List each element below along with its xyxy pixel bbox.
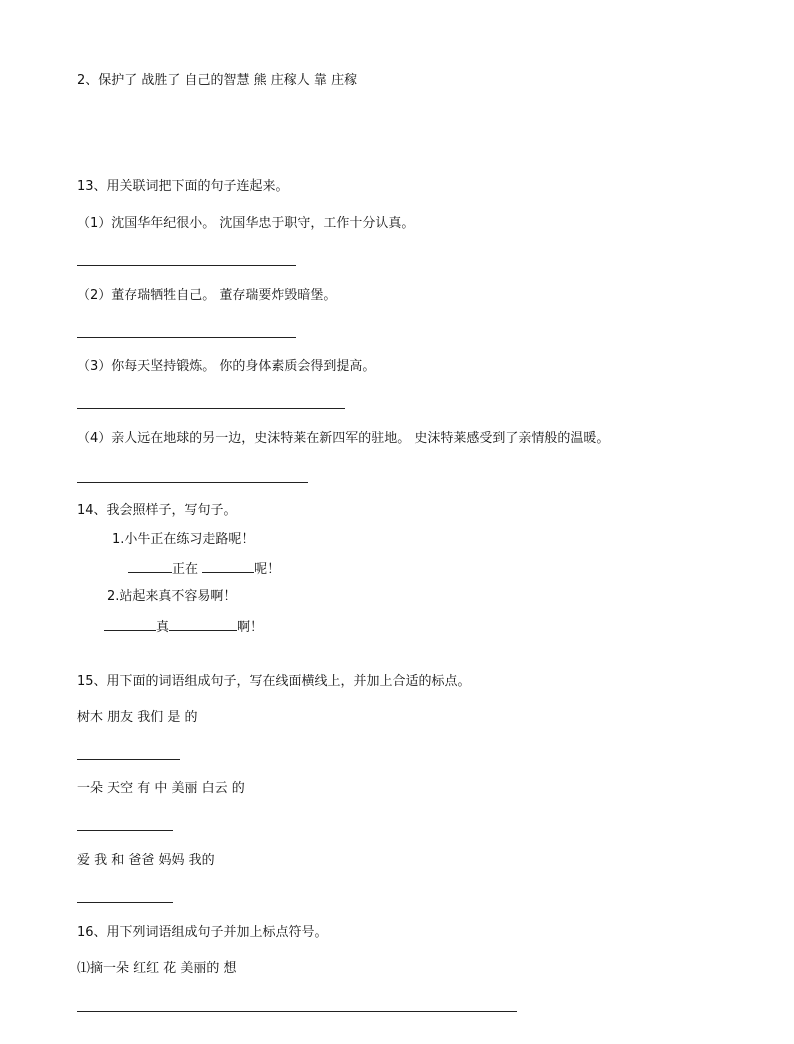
q14-pattern-2-word-1: 真 — [156, 620, 170, 635]
q15-title: 15、用下面的词语组成句子，写在线面横线上，并加上合适的标点。 — [77, 674, 471, 689]
q13-answer-line-2[interactable] — [77, 337, 296, 338]
q13-item-4: （4）亲人远在地球的另一边，史沫特莱在新四军的驻地。 史沫特莱感受到了亲情般的温暖。 — [77, 431, 610, 446]
q14-blank-1a[interactable] — [128, 559, 172, 573]
q14-pattern-1 — [128, 559, 280, 579]
q13-title: 13、用关联词把下面的句子连起来。 — [77, 179, 289, 194]
q15-group-3: 爱 我 和 爸爸 妈妈 我的 — [77, 853, 215, 868]
q14-pattern-1-word-1: 正在 — [172, 562, 199, 577]
q14-pattern-2-word-2: 啊！ — [237, 620, 264, 635]
q15-answer-line-1[interactable] — [77, 759, 180, 760]
q16-title: 16、用下列词语组成句子并加上标点符号。 — [77, 925, 328, 940]
q13-item-1: （1）沈国华年纪很小。 沈国华忠于职守，工作十分认真。 — [77, 216, 415, 231]
q15-answer-line-3[interactable] — [77, 902, 173, 903]
q13-answer-line-4[interactable] — [77, 482, 308, 483]
q13-answer-line-1[interactable] — [77, 265, 296, 266]
q14-blank-1b[interactable] — [202, 559, 254, 573]
q16-answer-line-1[interactable] — [77, 1011, 517, 1012]
q14-title: 14、我会照样子，写句子。 — [77, 503, 237, 518]
q13-item-3: （3）你每天坚持锻炼。 你的身体素质会得到提高。 — [77, 359, 376, 374]
q14-example-1: 1.小牛正在练习走路呢！ — [112, 532, 255, 547]
q14-blank-2b[interactable] — [169, 617, 237, 631]
q13-answer-line-3[interactable] — [77, 408, 345, 409]
q15-group-2: 一朵 天空 有 中 美丽 白云 的 — [77, 781, 245, 796]
q14-pattern-2 — [104, 617, 263, 637]
q16-item-1: ⑴摘一朵 红红 花 美丽的 想 — [77, 961, 237, 976]
q14-blank-2a[interactable] — [104, 617, 156, 631]
q14-example-2: 2.站起来真不容易啊！ — [107, 589, 237, 604]
q15-answer-line-2[interactable] — [77, 830, 173, 831]
line-2-words: 2、保护了 战胜了 自己的智慧 熊 庄稼人 靠 庄稼 — [77, 73, 358, 88]
q13-item-2: （2）董存瑞牺牲自己。 董存瑞要炸毁暗堡。 — [77, 288, 337, 303]
q14-pattern-1-word-2: 呢！ — [254, 562, 281, 577]
q15-group-1: 树木 朋友 我们 是 的 — [77, 710, 198, 725]
